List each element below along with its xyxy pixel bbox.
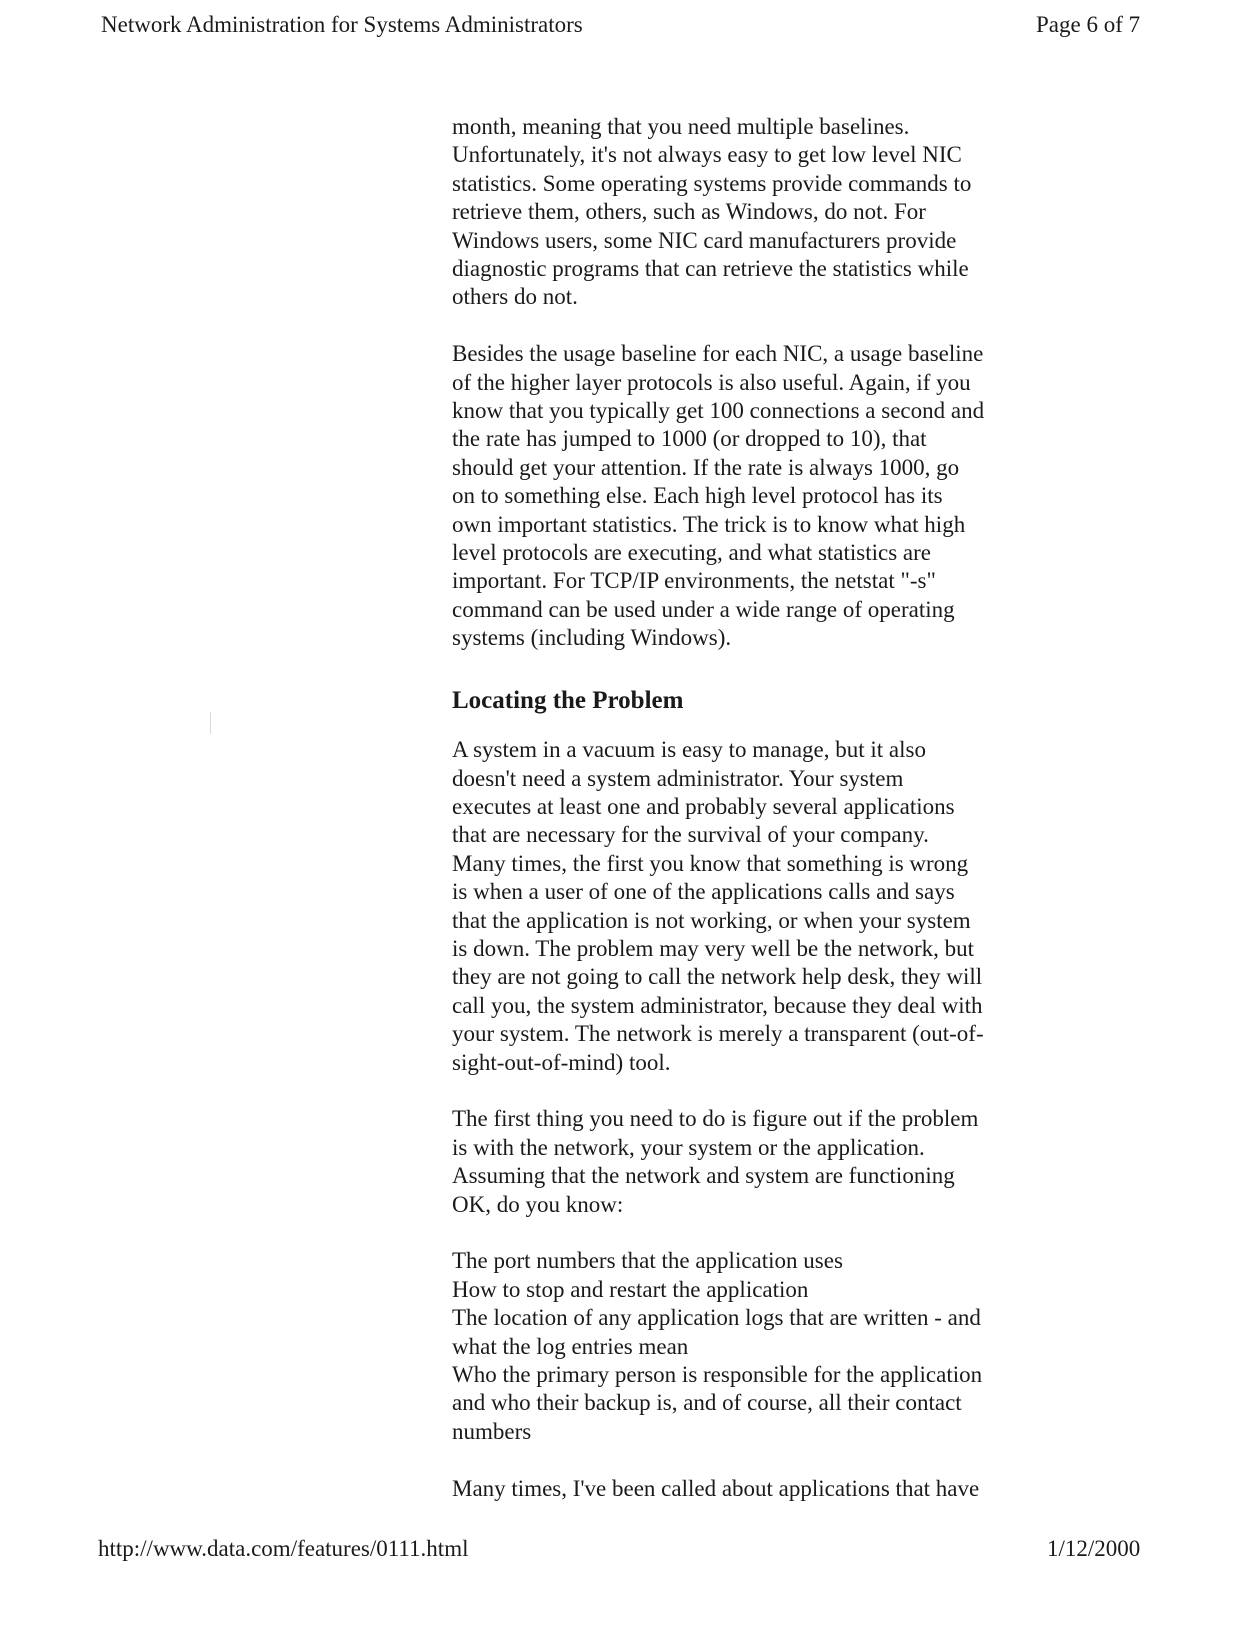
section-heading: Locating the Problem [452,687,684,715]
list-item: Who the primary person is responsible for the application [452,1362,983,1387]
text-line: is down. The problem may very well be the network, but [452,935,975,961]
text-line: should get your attention. If the rate is always 1000, go [452,454,960,480]
text-line: retrieve them, others, such as Windows, do not. For [452,199,926,225]
text-line: level protocols are executing, and what statistics are [452,540,931,566]
text-line: your system. The network is merely a transparent (out-of- [452,1021,984,1047]
text-line: Many times, the first you know that something is wrong [452,850,969,876]
paragraph-spacer [452,1077,1052,1105]
text-line: doesn't need a system administrator. Your system [452,765,904,791]
text-line: month, meaning that you need multiple baselines. [452,114,910,139]
text-line: know that you typically get 100 connections a second and [452,398,985,424]
text-line: command can be used under a wide range of operating [452,596,955,622]
paragraph-spacer [452,1446,1052,1474]
text-line: statistics. Some operating systems provide commands to [452,170,972,196]
paragraph-system-in-vacuum [452,736,1052,1077]
text-line: The first thing you need to do is figure out if the problem [452,1106,979,1132]
running-header-title: Network Administration for Systems Administrators [101,12,583,37]
text-line: sight-out-of-mind) tool. [452,1049,671,1075]
print-date: 1/12/2000 [1047,1536,1141,1561]
paragraph-many-times [452,1475,1052,1503]
text-line: call you, the system administrator, because they deal with [452,992,983,1018]
text-line: that are necessary for the survival of your company. [452,822,929,848]
list-item: The port numbers that the application uses [452,1248,843,1274]
text-line: others do not. [452,284,578,310]
page-number: Page 6 of 7 [1036,12,1141,37]
text-line: they are not going to call the network help desk, they will [452,964,983,990]
list-item: numbers [452,1418,532,1444]
text-line: important. For TCP/IP environments, the netstat "-s" [452,568,936,594]
list-item: The location of any application logs that are written - and [452,1305,981,1331]
checklist [452,1247,1052,1446]
text-line: on to something else. Each high level protocol has its [452,483,943,509]
text-line: Windows users, some NIC card manufacturers provide [452,227,957,253]
list-item: and who their backup is, and of course, all their contact [452,1390,962,1416]
text-line: A system in a vacuum is easy to manage, but it also [452,737,926,763]
paragraph-nic-statistics [452,113,1052,312]
text-line: diagnostic programs that can retrieve the statistics while [452,256,969,282]
text-line: Besides the usage baseline for each NIC, a usage baseline [452,341,984,367]
paragraph-first-thing [452,1105,1052,1219]
text-line: Unfortunately, it's not always easy to get low level NIC [452,142,962,168]
text-line: systems (including Windows). [452,625,732,651]
text-line: is with the network, your system or the application. [452,1134,925,1160]
text-line: executes at least one and probably several applications [452,793,955,819]
paragraph-spacer [452,312,1052,340]
text-line: own important statistics. The trick is to know what high [452,511,966,537]
list-item: what the log entries mean [452,1333,689,1359]
list-item: How to stop and restart the application [452,1276,809,1302]
text-line: of the higher layer protocols is also useful. Again, if you [452,369,971,395]
text-line: that the application is not working, or when your system [452,907,971,933]
paragraph-protocol-baseline [452,340,1052,652]
text-line: OK, do you know: [452,1191,624,1217]
text-line: is when a user of one of the applications calls and says [452,879,955,905]
text-line: the rate has jumped to 1000 (or dropped to 10), that [452,426,927,452]
text-line: Assuming that the network and system are functioning [452,1163,955,1189]
text-line: Many times, I've been called about applications that have [452,1475,980,1501]
scan-artifact [210,712,211,734]
paragraph-spacer [452,1219,1052,1247]
source-url-link[interactable]: http://www.data.com/features/0111.html [98,1536,469,1561]
article-body [452,113,1052,1503]
paragraph-spacer [452,653,1052,681]
